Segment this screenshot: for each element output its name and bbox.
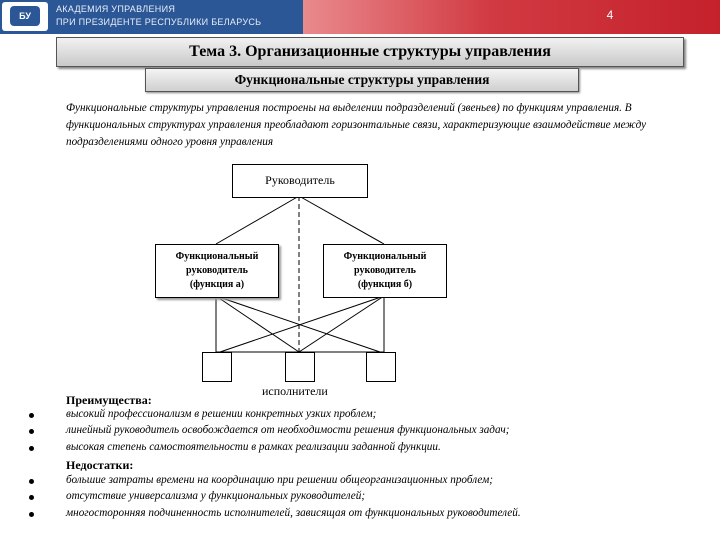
page-number: 4 — [606, 8, 614, 22]
advantages-list — [0, 408, 509, 457]
func-a-line2: руководитель — [186, 265, 248, 276]
connector-fa-ex3 — [216, 296, 380, 352]
node-head-manager: Руководитель — [232, 164, 368, 198]
advantages-heading: Преимущества: — [66, 393, 152, 407]
disadvantages-heading: Недостатки: — [66, 458, 134, 472]
bullet-icon — [29, 446, 34, 451]
func-a-line3: (функция а) — [189, 279, 245, 290]
bullet-icon — [29, 495, 34, 500]
slide-subtitle: Функциональные структуры управления — [145, 68, 579, 92]
bullet-icon — [29, 413, 34, 418]
list-item: высокая степень самостоятельности в рамках реализации заданной функции. — [0, 441, 509, 457]
node-functional-manager-a — [155, 244, 279, 298]
slide-title: Тема 3. Организационные структуры управления — [56, 37, 684, 67]
list-item: многосторонняя подчиненность исполнителей, зависящая от функциональных руководителей. — [0, 507, 521, 523]
node-executor-1 — [202, 352, 232, 382]
bullet-icon — [29, 479, 34, 484]
bullet-icon — [29, 429, 34, 434]
connector-fb-ex2 — [299, 296, 384, 352]
org-name-line1: АКАДЕМИЯ УПРАВЛЕНИЯ — [56, 4, 176, 14]
list-item: отсутствие универсализма у функциональных руководителей; — [0, 490, 521, 506]
node-functional-manager-b — [323, 244, 447, 298]
list-item: большие затраты времени на координацию при решении общеорганизационных проблем; — [0, 474, 521, 490]
intro-text: Функциональные структуры управления построены на выделении подразделений (звеньев) по функциям управления. В функциональных структурах управления преобладают горизонтальные связи, характеризующие взаимодействие между подразделениями одного уровня управления — [66, 102, 647, 148]
bullet-icon — [29, 512, 34, 517]
connector-fb-ex1 — [220, 296, 384, 352]
connector-head-func-a — [216, 196, 299, 244]
connector-head-func-b — [299, 196, 384, 244]
node-executor-3 — [366, 352, 396, 382]
executors-label: исполнители — [262, 384, 328, 398]
connector-fa-ex2 — [216, 296, 299, 352]
func-a-line1: Функциональный — [175, 251, 259, 262]
node-executor-2 — [285, 352, 315, 382]
func-b-line3: (функция б) — [357, 279, 413, 290]
org-name-line2: ПРИ ПРЕЗИДЕНТЕ РЕСПУБЛИКИ БЕЛАРУСЬ — [56, 17, 262, 27]
logo-emblem-icon: БУ — [10, 6, 40, 26]
func-b-line2: руководитель — [354, 265, 416, 276]
list-item: линейный руководитель освобождается от необходимости решения функциональных задач; — [0, 424, 509, 440]
list-item: высокий профессионализм в решении конкретных узких проблем; — [0, 408, 509, 424]
func-b-line1: Функциональный — [343, 251, 427, 262]
disadvantages-list — [0, 474, 521, 523]
